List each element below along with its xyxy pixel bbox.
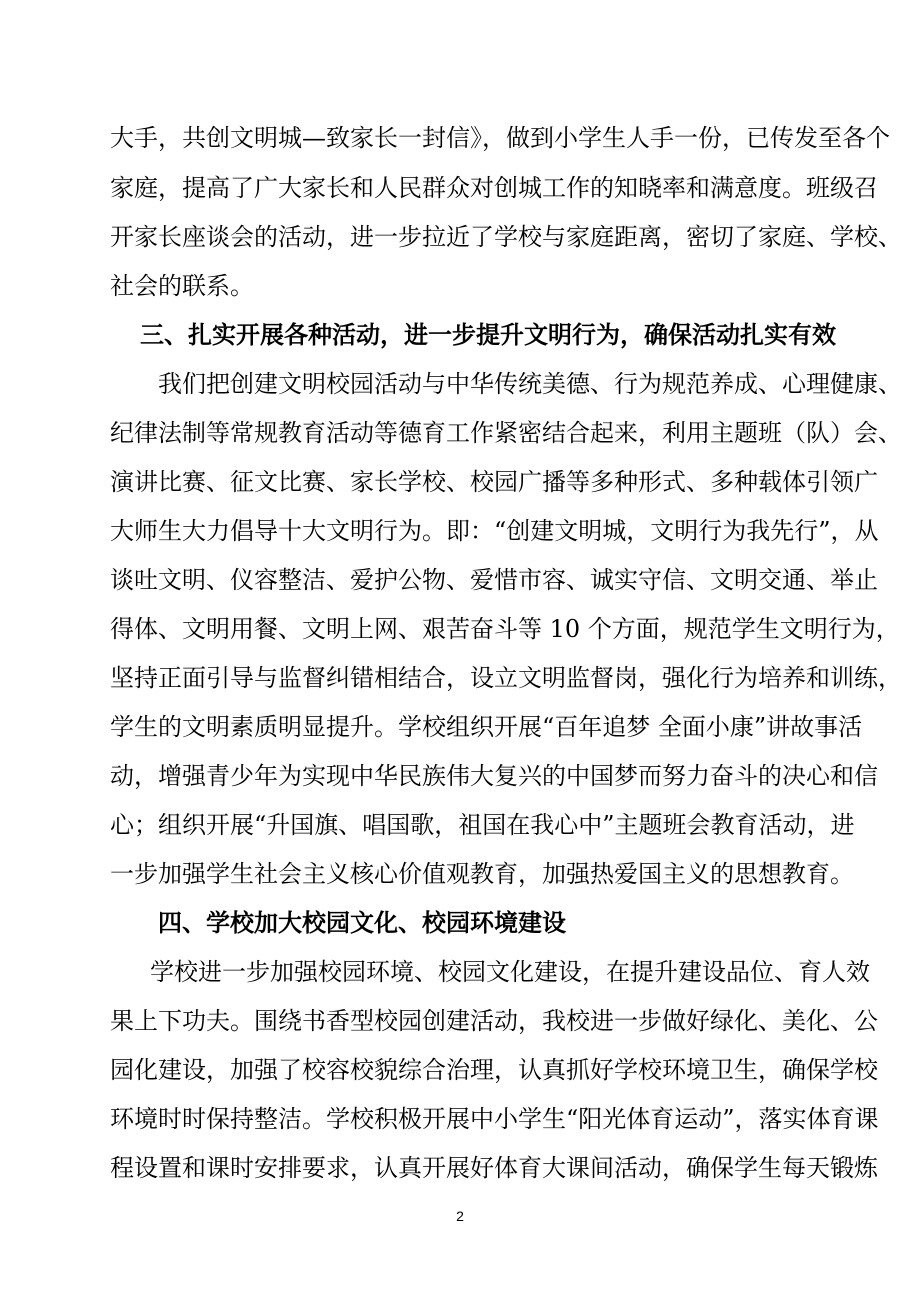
paragraph-line: 我们把创建文明校园活动与中华传统美德、行为规范养成、心理健康、 xyxy=(158,370,902,398)
paragraph-line: 学校进一步加强校园环境、校园文化建设，在提升建设品位、育人效 xyxy=(150,958,870,986)
paragraph-line: 动，增强青少年为实现中华民族伟大复兴的中国梦而努力奋斗的决心和信 xyxy=(110,762,878,790)
paragraph-line: 坚持正面引导与监督纠错相结合，设立文明监督岗，强化行为培养和训练， xyxy=(110,664,902,692)
paragraph-line: 得体、文明用餐、文明上网、艰苦奋斗等 10 个方面，规范学生文明行为， xyxy=(110,615,900,643)
paragraph-line: 谈吐文明、仪容整洁、爱护公物、爱惜市容、诚实守信、文明交通、举止 xyxy=(110,566,878,594)
paragraph-line: 一步加强学生社会主义核心价值观教育，加强热爱国主义的思想教育。 xyxy=(110,860,854,888)
paragraph-line: 演讲比赛、征文比赛、家长学校、校园广播等多种形式、多种载体引领广 xyxy=(110,468,878,496)
paragraph-line: 大师生大力倡导十大文明行为。即：“创建文明城，文明行为我先行”，从 xyxy=(110,517,879,545)
page-number: 2 xyxy=(456,1208,464,1224)
paragraph-line: 学生的文明素质明显提升。学校组织开展“百年追梦 全面小康”讲故事活 xyxy=(110,713,863,741)
paragraph-line: 园化建设，加强了校容校貌综合治理，认真抓好学校环境卫生，确保学校 xyxy=(110,1056,878,1084)
paragraph-line: 环境时时保持整洁。学校积极开展中小学生“阳光体育运动”，落实体育课 xyxy=(110,1105,879,1133)
paragraph-line: 程设置和课时安排要求，认真开展好体育大课间活动，确保学生每天锻炼 xyxy=(110,1154,878,1182)
paragraph-line: 开家长座谈会的活动，进一步拉近了学校与家庭距离，密切了家庭、学校、 xyxy=(110,223,902,251)
paragraph-line: 纪律法制等常规教育活动等德育工作紧密结合起来，利用主题班（队）会、 xyxy=(110,419,902,447)
section-heading-4: 四、学校加大校园文化、校园环境建设 xyxy=(158,908,566,937)
paragraph-line: 社会的联系。 xyxy=(110,272,254,300)
paragraph-line: 心；组织开展“升国旗、唱国歌，祖国在我心中”主题班会教育活动，进 xyxy=(110,811,855,839)
paragraph-line: 果上下功夫。围绕书香型校园创建活动，我校进一步做好绿化、美化、公 xyxy=(110,1007,878,1035)
paragraph-line: 大手，共创文明城—致家长一封信》，做到小学生人手一份，已传发至各个 xyxy=(110,124,890,152)
paragraph-line: 家庭，提高了广大家长和人民群众对创城工作的知晓率和满意度。班级召 xyxy=(110,174,878,202)
section-heading-3: 三、扎实开展各种活动，进一步提升文明行为，确保活动扎实有效 xyxy=(140,320,836,349)
